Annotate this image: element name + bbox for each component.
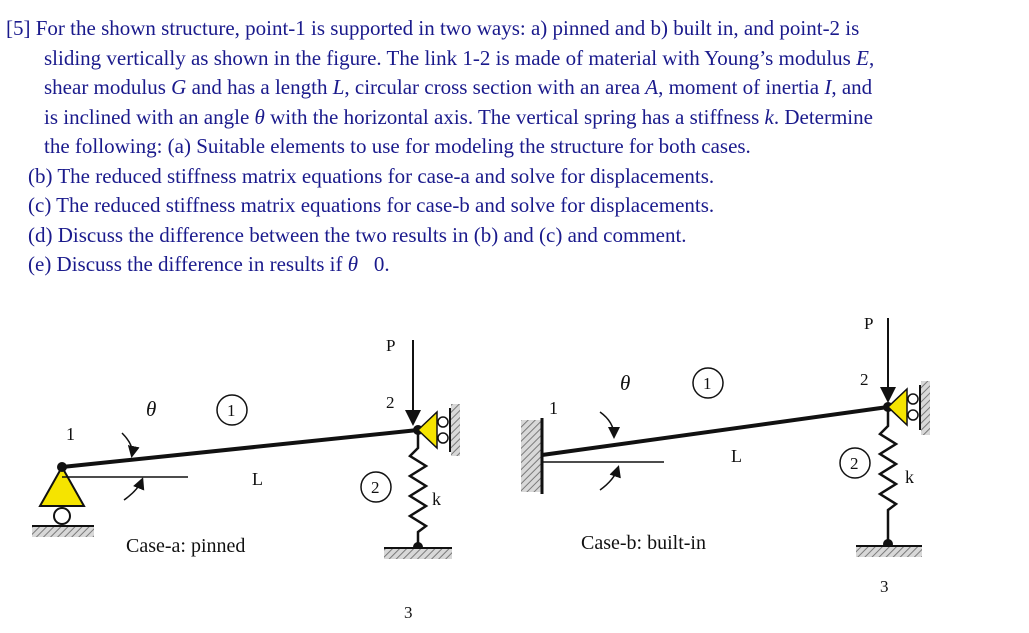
case-b-node-1-label: 1 xyxy=(549,398,558,418)
case-a-ground-bottom xyxy=(384,549,452,559)
case-a-slider-roller-2 xyxy=(438,433,448,443)
case-b-angle-arrow-bottom xyxy=(600,468,618,490)
case-b-element-2-label: 2 xyxy=(850,454,859,473)
case-a-roller xyxy=(54,508,70,524)
problem-part-d: (d) Discuss the difference between the two results in (b) and (c) and comment. xyxy=(28,222,687,247)
case-b-node-2-label: 2 xyxy=(860,370,869,389)
structure-figure xyxy=(0,290,1029,633)
case-b-spring-label: k xyxy=(905,467,914,487)
problem-line-2: sliding vertically as shown in the figure. The link 1-2 is made of material with Young’s modulus E, xyxy=(44,45,875,70)
case-a-angle-arrow-bottom xyxy=(124,480,142,500)
case-b-theta: θ xyxy=(620,371,631,395)
case-a-ground-left xyxy=(32,527,94,537)
case-a-slider-triangle xyxy=(418,412,437,448)
case-b-element-1-label: 1 xyxy=(703,374,712,393)
case-b-angle-arrow-top xyxy=(600,412,614,436)
case-b-caption: Case-b: built-in xyxy=(581,532,706,554)
case-b-right-wall xyxy=(921,381,930,435)
case-a-theta: θ xyxy=(146,397,157,421)
problem-number: [5] xyxy=(6,16,31,40)
case-a-spring xyxy=(410,430,426,547)
case-a-link xyxy=(62,430,418,467)
case-a-element-1-label: 1 xyxy=(227,401,236,420)
case-b-slider-roller-2 xyxy=(908,410,918,420)
problem-part-b: (b) The reduced stiffness matrix equations for case-a and solve for displacements. xyxy=(28,163,715,188)
problem-part-c: (c) The reduced stiffness matrix equations for case-b and solve for displacements. xyxy=(28,193,715,217)
case-a-element-2-label: 2 xyxy=(371,478,380,497)
case-a-node-2-label: 2 xyxy=(386,393,395,412)
case-b-link xyxy=(542,407,888,455)
case-b-load-label: P xyxy=(864,314,874,333)
problem-statement xyxy=(6,14,1022,280)
problem-line-3: shear modulus G and has a length L, circular cross section with an area A, moment of inertia I, and xyxy=(44,75,873,99)
problem-line-1: [5] For the shown structure, point-1 is supported in two ways: a) pinned and b) built in, and point-2 is xyxy=(6,16,860,40)
problem-part-e: (e) Discuss the difference in results if θ 0. xyxy=(28,252,390,276)
case-b-spring xyxy=(880,407,896,544)
case-a-pin-support xyxy=(40,467,84,506)
case-a-slider-roller-1 xyxy=(438,417,448,427)
case-a-spring-label: k xyxy=(432,489,441,509)
case-a-wall xyxy=(451,404,460,456)
case-b-node-3-label: 3 xyxy=(880,577,889,596)
case-a-caption: Case-a: pinned xyxy=(126,535,246,557)
case-a-node-1 xyxy=(57,462,67,472)
case-a-angle-arrow-top xyxy=(122,433,132,455)
problem-line-4: is inclined with an angle θ with the horizontal axis. The vertical spring has a stiffness k. Determine xyxy=(44,104,873,129)
case-a-length: L xyxy=(252,469,263,489)
case-b-wall xyxy=(521,420,541,492)
case-b-slider-triangle xyxy=(888,389,907,425)
case-b-diagram xyxy=(521,314,930,596)
case-a-load-label: P xyxy=(386,336,396,355)
case-b-slider-roller-1 xyxy=(908,394,918,404)
case-a-diagram xyxy=(32,336,460,622)
case-a-node-1-label: 1 xyxy=(66,424,75,444)
case-a-node-3-label: 3 xyxy=(404,603,413,622)
problem-part-a: the following: (a) Suitable elements to use for modeling the structure for both cases. xyxy=(44,134,751,158)
case-b-ground-bottom xyxy=(856,547,922,557)
case-b-length: L xyxy=(731,446,742,466)
